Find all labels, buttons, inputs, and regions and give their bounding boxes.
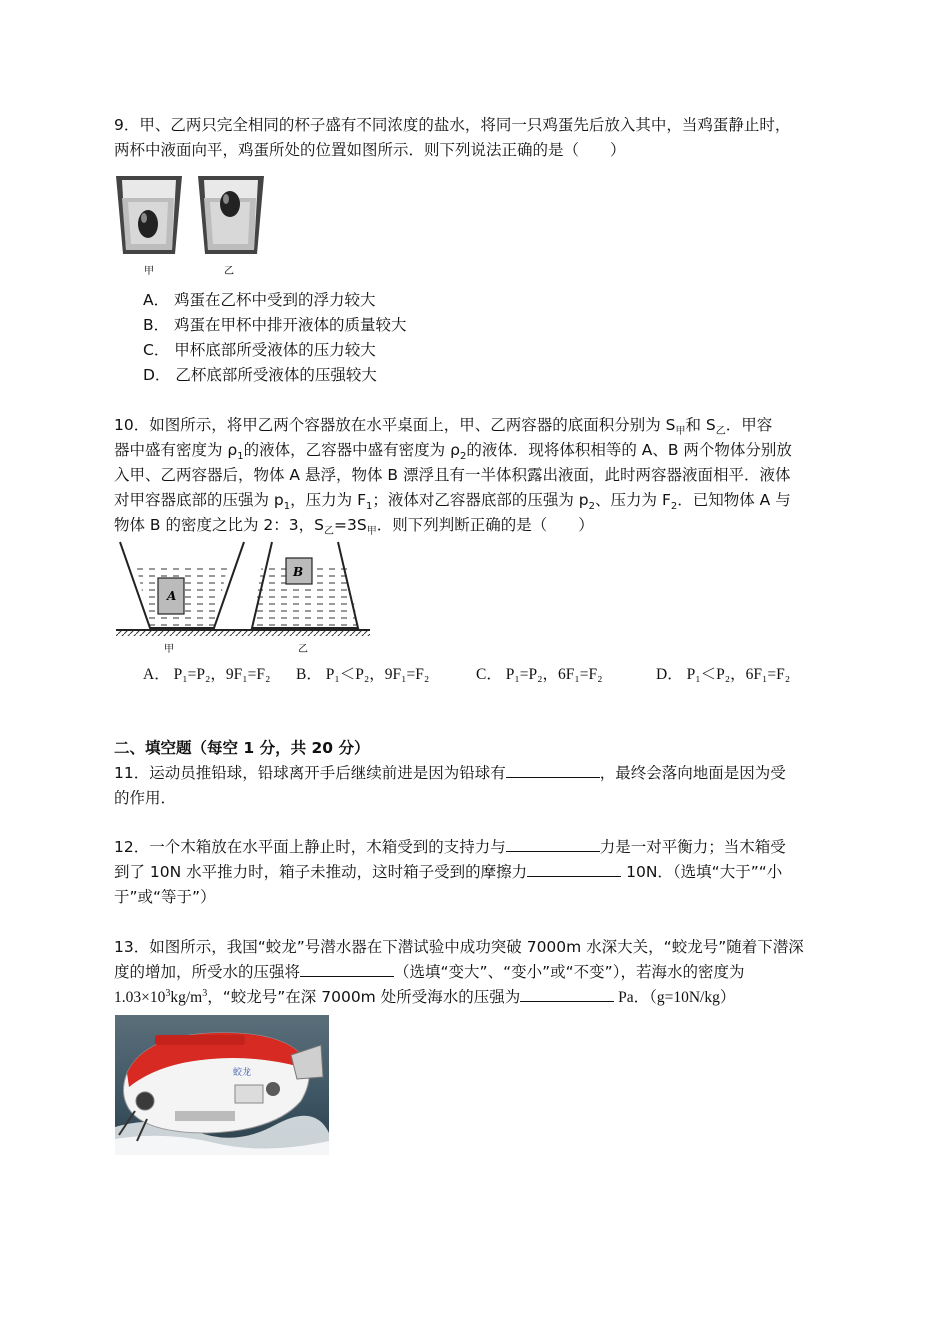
q10-containers-figure [112,538,374,660]
photo-hull-text: 蛟龙 [233,1068,252,1078]
q10-stem-line4: 对甲容器底部的压强为 $p_1$，压力为 $F_1$；液体对乙容器底部的压强为 $p_2$、压力为 $F_2$．已知物体 A 与 [114,491,791,513]
q12-blank-2[interactable] [527,861,621,877]
q9-option-a[interactable]: A． 鸡蛋在乙杯中受到的浮力较大 [143,291,376,309]
cup-yi [198,176,264,254]
q13-line1: 13．如图所示，我国“蛟龙”号潜水器在下潜试验中成功突破 7000m 水深大关，“蛟龙号”随着下潜深 [114,938,804,956]
container-yi [252,542,358,628]
q12-line3: 于”或“等于”） [114,888,216,906]
q11-line1: 11．运动员推铅球，铅球离开手后继续前进是因为铅球有 ，最终会落向地面是因为受 [114,764,786,782]
q10-stem-line3: 入甲、乙两容器后，物体 A 悬浮，物体 B 漂浮且有一半体积露出液面，此时两容器液面相平．液体 [114,466,791,484]
jiaolong-submersible-photo [115,1015,329,1155]
q9-option-d[interactable]: D． 乙杯底部所受液体的压强较大 [143,366,377,384]
q9-option-b[interactable]: B． 鸡蛋在甲杯中排开液体的质量较大 [143,316,407,334]
q13-line3: $1.03\times 10^3kg/m^3$，“蛟龙号”在深 7000m 处所受海水的压强为 Pa．（g=10N/kg） [114,987,736,1006]
q9-cups-figure [112,170,270,282]
q12-line1: 12．一个木箱放在水平面上静止时，木箱受到的支持力与 力是一对平衡力；当木箱受 [114,838,786,856]
q10-stem-line5: 物体 B 的密度之比为 2：3，$S_乙=3S_甲$．则下列判断正确的是（ ） [114,516,594,538]
object-a-label: A [167,589,177,603]
q12-line2: 到了 10N 水平推力时，箱子未推动，这时箱子受到的摩擦力 10N．（选填“大于”“小 [114,863,783,881]
cup-jia [116,176,182,254]
q11-blank-1[interactable] [506,762,600,778]
q10-option-b[interactable]: B． P₁＜P₂，9F₁=F₂ [296,666,430,683]
egg-jia [138,210,158,238]
q12-blank-1[interactable] [506,836,600,852]
q10-label-yi: 乙 [298,644,308,655]
q11-line2: 的作用． [114,789,177,807]
container-jia [120,542,244,628]
section-2-title: 二、填空题（每空 1 分，共 20 分） [114,739,370,757]
q9-label-jia: 甲 [144,266,154,277]
q10-label-jia: 甲 [164,644,174,655]
q9-label-yi: 乙 [224,266,234,277]
q10-option-a[interactable]: A． P₁=P₂，9F₁=F₂ [143,666,271,683]
egg-yi [220,191,240,217]
q9-option-c[interactable]: C． 甲杯底部所受液体的压力较大 [143,341,376,359]
object-b-label: B [293,565,304,579]
q10-option-d[interactable]: D． P₁＜P₂，6F₁=F₂ [656,666,791,683]
q13-line2: 度的增加，所受水的压强将 （选填“变大”、“变小”或“不变”），若海水的密度为 [114,963,745,981]
q13-blank-2[interactable] [520,986,614,1002]
q10-stem-line1: 10．如图所示，将甲乙两个容器放在水平桌面上，甲、乙两容器的底面积分别为 $S_甲$和 $S_乙$．甲容 [114,416,773,438]
q9-stem-line1: 9．甲、乙两只完全相同的杯子盛有不同浓度的盐水，将同一只鸡蛋先后放入其中，当鸡蛋静止时， [114,116,791,134]
q13-blank-1[interactable] [300,961,394,977]
q9-stem-line2: 两杯中液面向平，鸡蛋所处的位置如图所示．则下列说法正确的是（ ） [114,141,626,159]
q10-stem-line2: 器中盛有密度为 $\rho_1$的液体，乙容器中盛有密度为 $\rho_2$的液体．现将体积相等的 A、B 两个物体分别放 [114,441,792,463]
q10-option-c[interactable]: C． P₁=P₂，6F₁=F₂ [476,666,603,683]
